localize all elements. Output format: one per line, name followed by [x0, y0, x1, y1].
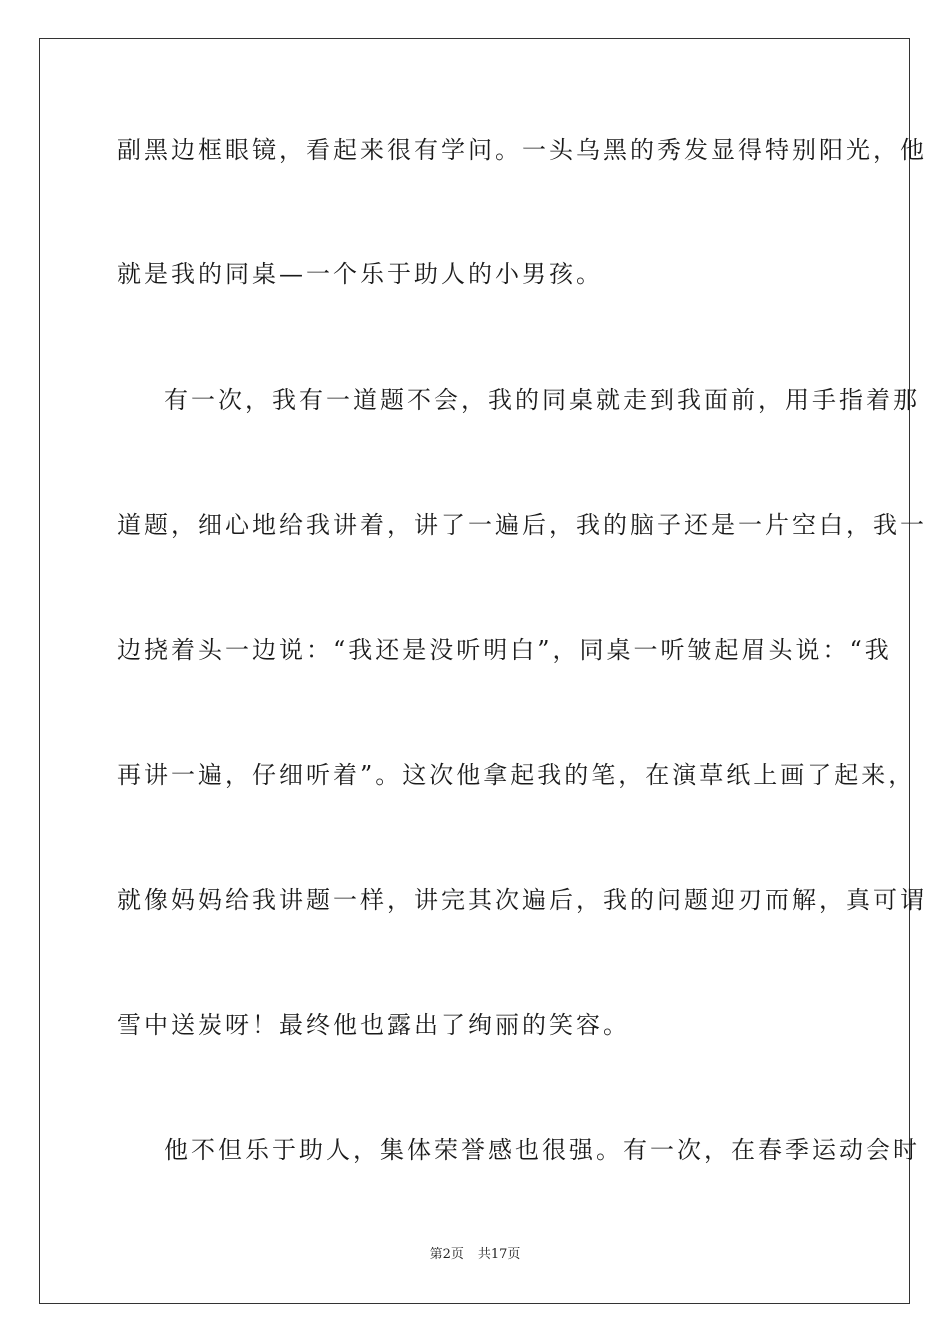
text-line: 雪中送炭呀！最终他也露出了绚丽的笑容。 [117, 1011, 630, 1039]
text-line: 边挠着头一边说：“我还是没听明白”，同桌一听皱起眉头说：“我 [117, 636, 892, 664]
paragraph-first-line: 他不但乐于助人，集体荣誉感也很强。有一次，在春季运动会时 [164, 1136, 920, 1164]
page-total: 共17页 [477, 1247, 521, 1262]
page-number: 第2页 [429, 1247, 464, 1262]
text-line: 就像妈妈给我讲题一样，讲完其次遍后，我的问题迎刃而解，真可谓 [117, 886, 927, 914]
page-footer [0, 1246, 950, 1264]
text-line: 副黑边框眼镜，看起来很有学问。一头乌黑的秀发显得特别阳光，他 [117, 136, 927, 164]
text-line: 就是我的同桌—一个乐于助人的小男孩。 [117, 260, 603, 288]
text-line: 再讲一遍，仔细听着”。这次他拿起我的笔，在演草纸上画了起来， [117, 761, 916, 789]
text-line: 道题，细心地给我讲着，讲了一遍后，我的脑子还是一片空白，我一 [117, 511, 927, 539]
page-border [39, 38, 927, 1304]
paragraph-first-line: 有一次，我有一道题不会，我的同桌就走到我面前，用手指着那 [164, 386, 920, 414]
